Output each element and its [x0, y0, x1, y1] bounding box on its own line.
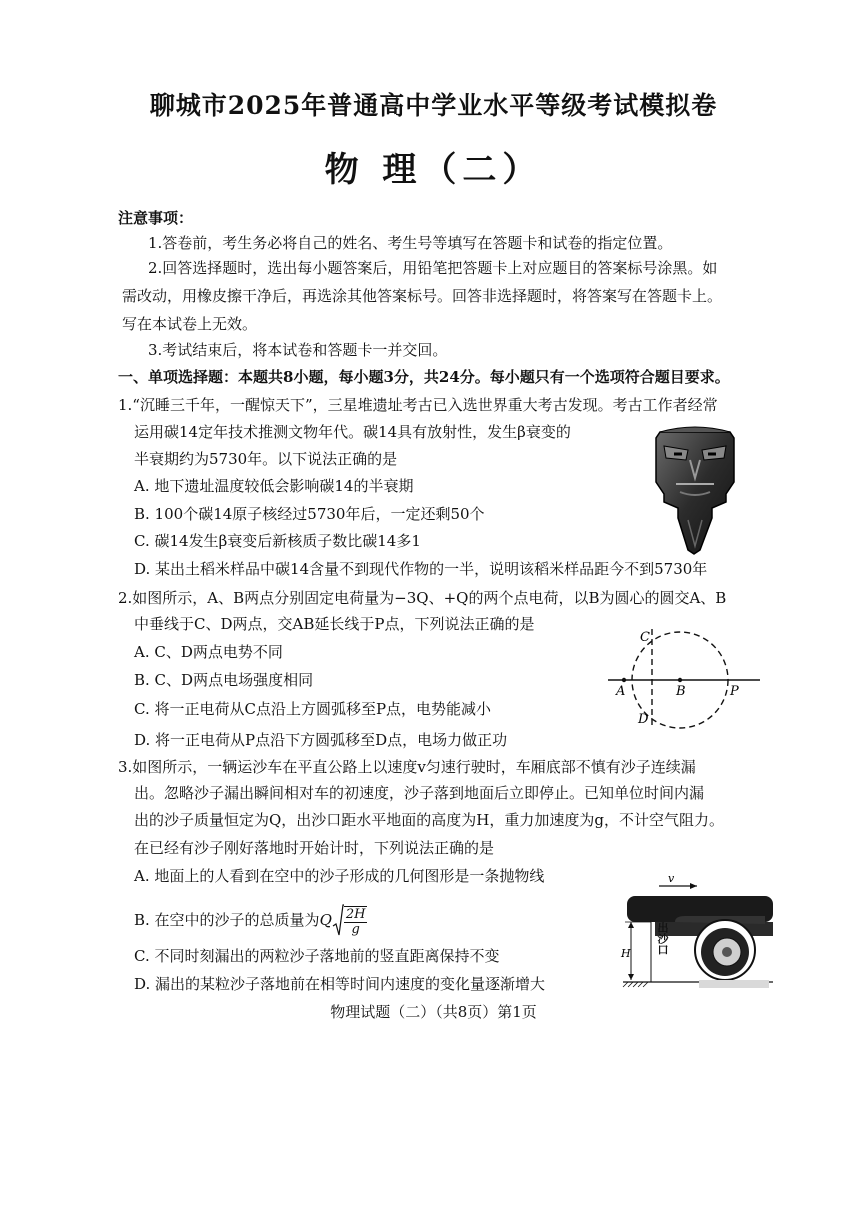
notice-heading: 注意事项： — [118, 209, 194, 227]
sand-truck-figure — [615, 868, 775, 990]
point-a — [622, 678, 626, 682]
q2-stem-line-1: 2.如图所示，A、B两点分别固定电荷量为−3Q、+Q的两个点电荷，以B为圆心的圆交A、B — [118, 589, 727, 607]
q3-option-b-denominator: g — [351, 921, 360, 937]
sqrt-symbol — [332, 904, 344, 938]
q2-option-d: D. 将一正电荷从P点沿下方圆弧移至D点，电场力做正功 — [134, 731, 508, 749]
notice-item-2-line-3: 写在本试卷上无效。 — [122, 315, 258, 333]
q3-option-b-q: Q — [319, 911, 332, 929]
page-footer: 物理试题（二）（共8页）第1页 — [330, 1003, 537, 1021]
exam-title: 聊城市2025年普通高中学业水平等级考试模拟卷 — [149, 91, 718, 120]
q1-option-d: D. 某出土稻米样品中碳14含量不到现代作物的一半，说明该稻米样品距今不到5730年 — [134, 560, 708, 578]
q3-stem-line-3: 出的沙子质量恒定为Q，出沙口距水平地面的高度为H，重力加速度为g，不计空气阻力。 — [134, 811, 724, 829]
q3-stem-line-1: 3.如图所示，一辆运沙车在平直公路上以速度v匀速行驶时，车厢底部不慎有沙子连续漏 — [118, 758, 696, 776]
notice-item-2-line-1: 2.回答选择题时，选出每小题答案后，用铅笔把答题卡上对应题目的答案标号涂黑。如 — [148, 259, 718, 277]
q3-option-a: A. 地面上的人看到在空中的沙子形成的几何图形是一条抛物线 — [134, 867, 545, 885]
label-sand-outlet: 出沙口 — [656, 922, 669, 955]
q3-option-b-numerator: 2H — [345, 906, 366, 922]
q1-option-c: C. 碳14发生β衰变后新核质子数比碳14多1 — [134, 532, 421, 550]
notice-item-3: 3.考试结束后，将本试卷和答题卡一并交回。 — [148, 341, 448, 359]
q2-option-b: B. C、D两点电场强度相同 — [134, 671, 314, 689]
q1-option-b: B. 100个碳14原子核经过5730年后，一定还剩50个 — [134, 505, 485, 523]
q3-option-b-fraction — [344, 906, 368, 937]
q3-option-d: D. 漏出的某粒沙子落地前在相等时间内速度的变化量逐渐增大 — [134, 975, 546, 993]
exam-subject: 物 理（二） — [324, 150, 543, 190]
q1-stem-line-2: 运用碳14定年技术推测文物年代。碳14具有放射性，发生β衰变的 — [134, 423, 571, 441]
label-a: A — [616, 684, 626, 699]
ground-hatch — [623, 982, 648, 987]
road-surface — [699, 980, 769, 988]
bronze-mask-figure — [640, 420, 750, 555]
label-d: D — [638, 712, 649, 727]
q3-option-c: C. 不同时刻漏出的两粒沙子落地前的竖直距离保持不变 — [134, 947, 500, 965]
q2-option-c: C. 将一正电荷从C点沿上方圆弧移至P点，电势能减小 — [134, 700, 492, 718]
label-v: v — [668, 872, 675, 885]
label-b: B — [676, 684, 686, 699]
q2-circle-diagram — [600, 625, 765, 730]
label-p: P — [730, 684, 739, 699]
q3-stem-line-4: 在已经有沙子刚好落地时开始计时，下列说法正确的是 — [134, 839, 495, 857]
velocity-arrowhead — [690, 883, 697, 889]
notice-item-1: 1.答卷前，考生务必将自己的姓名、考生号等填写在答题卡和试卷的指定位置。 — [148, 234, 673, 252]
label-h: H — [621, 947, 631, 960]
label-c: C — [640, 630, 650, 645]
q3-stem-line-2: 出。忽略沙子漏出瞬间相对车的初速度，沙子落到地面后立即停止。已知单位时间内漏 — [134, 784, 705, 802]
q1-stem-line-3: 半衰期约为5730年。以下说法正确的是 — [134, 450, 398, 468]
notice-item-2-line-2: 需改动，用橡皮擦干净后，再选涂其他答案标号。回答非选择题时，将答案写在答题卡上。 — [122, 287, 723, 305]
q1-stem-line-1: 1.“沉睡三千年，一醒惊天下”，三星堆遗址考古已入选世界重大考古发现。考古工作者经常 — [118, 396, 718, 414]
q2-stem-line-2: 中垂线于C、D两点，交AB延长线于P点，下列说法正确的是 — [134, 615, 535, 633]
point-b — [678, 678, 682, 682]
section-1-heading: 一、单项选择题：本题共8小题，每小题3分，共24分。每小题只有一个选项符合题目要求。 — [118, 368, 730, 386]
q3-option-b-prefix: B. 在空中的沙子的总质量为 — [134, 911, 320, 929]
q2-option-a: A. C、D两点电势不同 — [134, 643, 283, 661]
q3-option-b — [134, 904, 367, 938]
q1-option-a: A. 地下遗址温度较低会影响碳14的半衰期 — [134, 477, 414, 495]
